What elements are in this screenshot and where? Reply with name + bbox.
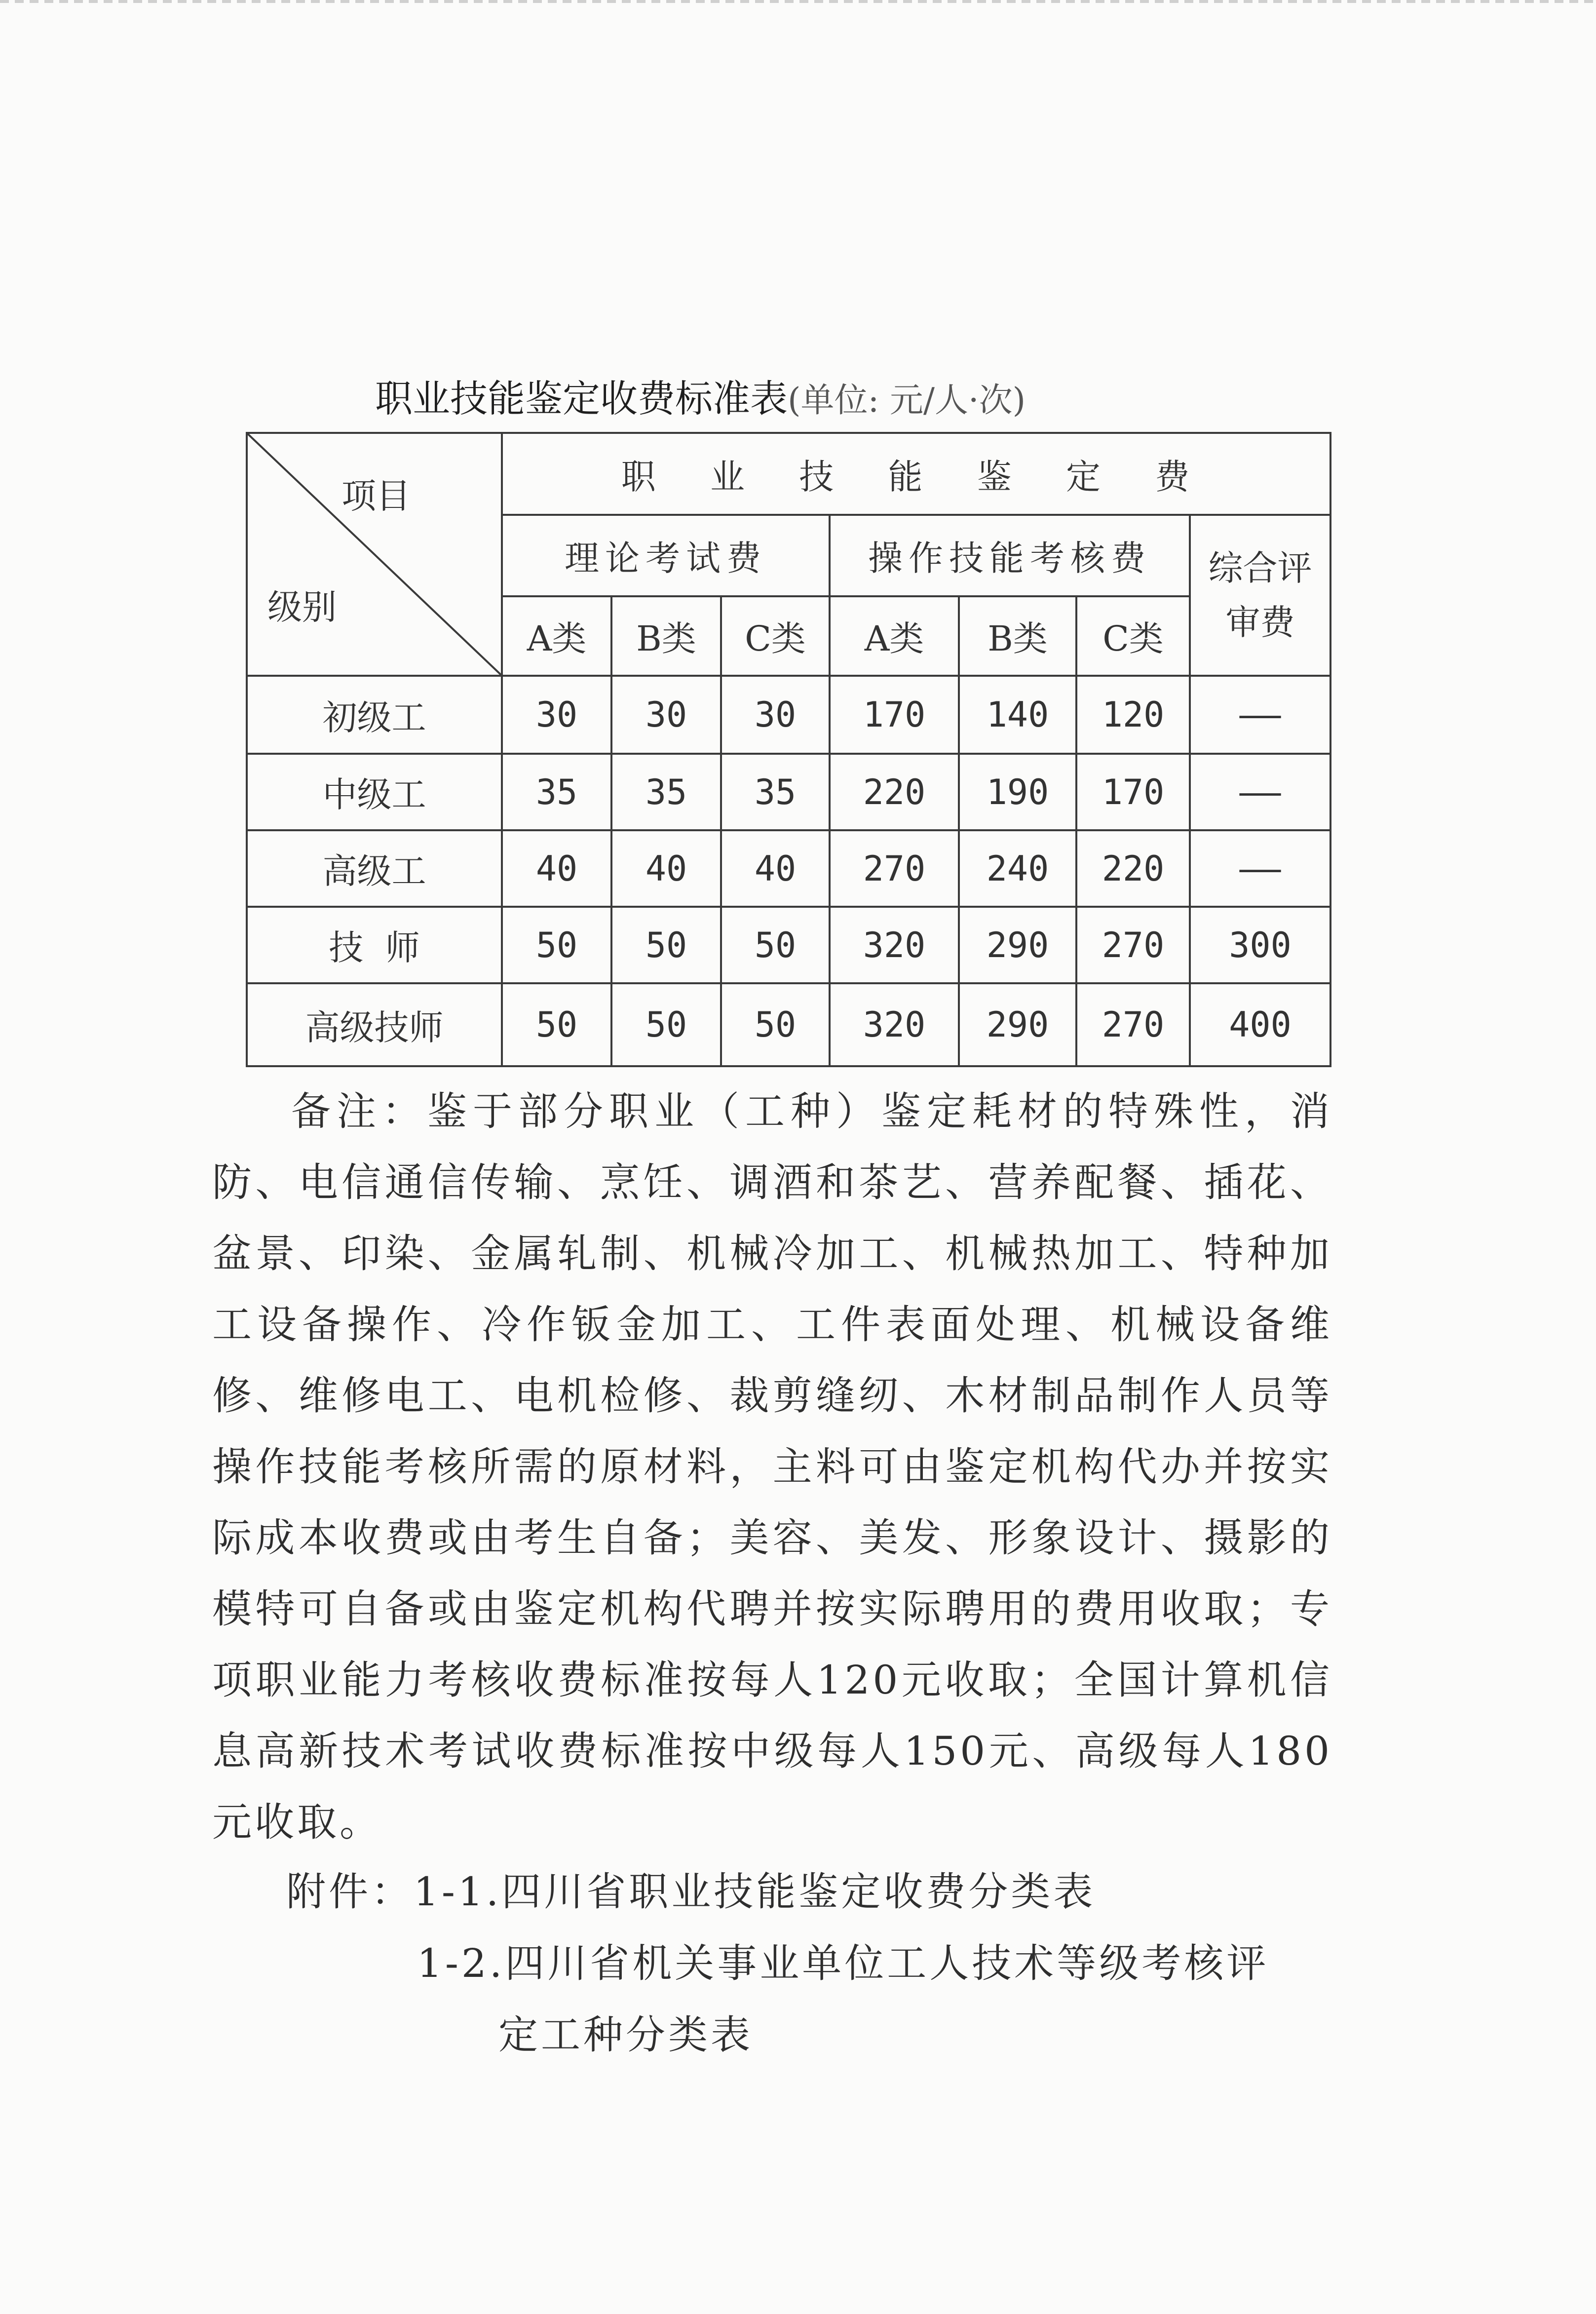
category-header: C类: [721, 596, 830, 676]
fee-cell: 50: [611, 983, 721, 1066]
fee-cell: 40: [611, 830, 721, 907]
level-cell: 初级工: [247, 676, 502, 754]
table-row: [247, 676, 1330, 754]
fee-cell: 40: [721, 830, 830, 907]
fee-cell: 240: [959, 830, 1076, 907]
fee-cell: 50: [502, 983, 611, 1066]
comprehensive-header: [1190, 515, 1330, 676]
attachments-section: [286, 1856, 1372, 2071]
table-row: [247, 830, 1330, 907]
attachment-item-2: 1-2.四川省机关事业单位工人技术等级考核评: [417, 1940, 1269, 1986]
fee-cell: 170: [1076, 754, 1190, 830]
level-cell: 中级工: [247, 754, 502, 830]
table-corner-header: [247, 433, 502, 676]
fee-cell: 30: [502, 676, 611, 754]
fee-cell: 50: [721, 983, 830, 1066]
fee-cell: ——: [1190, 830, 1330, 907]
table-title: [375, 375, 1214, 424]
fee-cell: ——: [1190, 754, 1330, 830]
comprehensive-header-label: 综合评审费: [1208, 548, 1312, 643]
fee-standard-table: [246, 432, 1331, 1067]
fee-cell: 270: [1076, 907, 1190, 983]
table-row: [247, 983, 1330, 1066]
fee-cell: 50: [502, 907, 611, 983]
fee-cell: 270: [830, 830, 959, 907]
attachments-label: 附件：: [286, 1869, 414, 1915]
scan-edge-artifact: [0, 0, 1596, 3]
fee-cell: 170: [830, 676, 959, 754]
fee-cell: 220: [830, 754, 959, 830]
category-header: A类: [830, 596, 959, 676]
fee-cell: 140: [959, 676, 1076, 754]
attachment-item-2-continued: 定工种分类表: [498, 2012, 753, 2058]
attachment-1-text: 1-1.四川省职业技能鉴定收费分类表: [414, 1869, 1096, 1915]
fee-cell: 320: [830, 983, 959, 1066]
category-header: A类: [502, 596, 611, 676]
level-cell: 高级技师: [247, 983, 502, 1066]
fee-cell: 35: [721, 754, 830, 830]
fee-cell: 120: [1076, 676, 1190, 754]
operation-group-header: 操作技能考核费: [830, 515, 1190, 596]
category-header: B类: [611, 596, 721, 676]
level-cell: 高级工: [247, 830, 502, 907]
attachment-item-1: [286, 1856, 1372, 1928]
fee-cell: 300: [1190, 907, 1330, 983]
fee-cell: 320: [830, 907, 959, 983]
table-row: [247, 907, 1330, 983]
table-row: [247, 754, 1330, 830]
corner-level-label: 级别: [267, 587, 337, 627]
fee-cell: 50: [611, 907, 721, 983]
fee-cell: 400: [1190, 983, 1330, 1066]
fee-cell: 50: [721, 907, 830, 983]
remarks-text: 备注：鉴于部分职业（工种）鉴定耗材的特殊性，消防、电信通信传输、烹饪、调酒和茶艺、营养配餐、插花、盆景、印染、金属轧制、机械冷加工、机械热加工、特种加工设备操作、冷作钣金加工、工件表面处理、机械设备维修、维修电工、电机检修、裁剪缝纫、木材制品制作人员等操作技能考核所需的原材料，主料可由鉴定机构代办并按实际成本收费或由考生自备；美容、美发、形象设计、摄影的模特可自备或由鉴定机构代聘并按实际聘用的费用收取；专项职业能力考核收费标准按每人120元收取；全国计算机信息高新技术考试收费标准按中级每人150元、高级每人180元收取。: [212, 1088, 1332, 1845]
theory-group-header: 理论考试费: [502, 515, 830, 596]
remarks-paragraph: [212, 1076, 1332, 1858]
category-header: B类: [959, 596, 1076, 676]
table-title-main: 职业技能鉴定收费标准表: [375, 377, 788, 421]
fee-cell: 270: [1076, 983, 1190, 1066]
fee-group-header: 职 业 技 能 鉴 定 费: [502, 433, 1330, 515]
corner-item-label: 项目: [342, 476, 411, 516]
category-header: C类: [1076, 596, 1190, 676]
fee-cell: 220: [1076, 830, 1190, 907]
fee-cell: 40: [502, 830, 611, 907]
fee-cell: 35: [611, 754, 721, 830]
fee-cell: 30: [721, 676, 830, 754]
level-cell: 技 师: [247, 907, 502, 983]
fee-cell: 290: [959, 907, 1076, 983]
table-title-unit: (单位: 元/人·次): [788, 381, 1026, 420]
fee-cell: 30: [611, 676, 721, 754]
fee-cell: 290: [959, 983, 1076, 1066]
fee-cell: 190: [959, 754, 1076, 830]
fee-cell: ——: [1190, 676, 1330, 754]
fee-cell: 35: [502, 754, 611, 830]
